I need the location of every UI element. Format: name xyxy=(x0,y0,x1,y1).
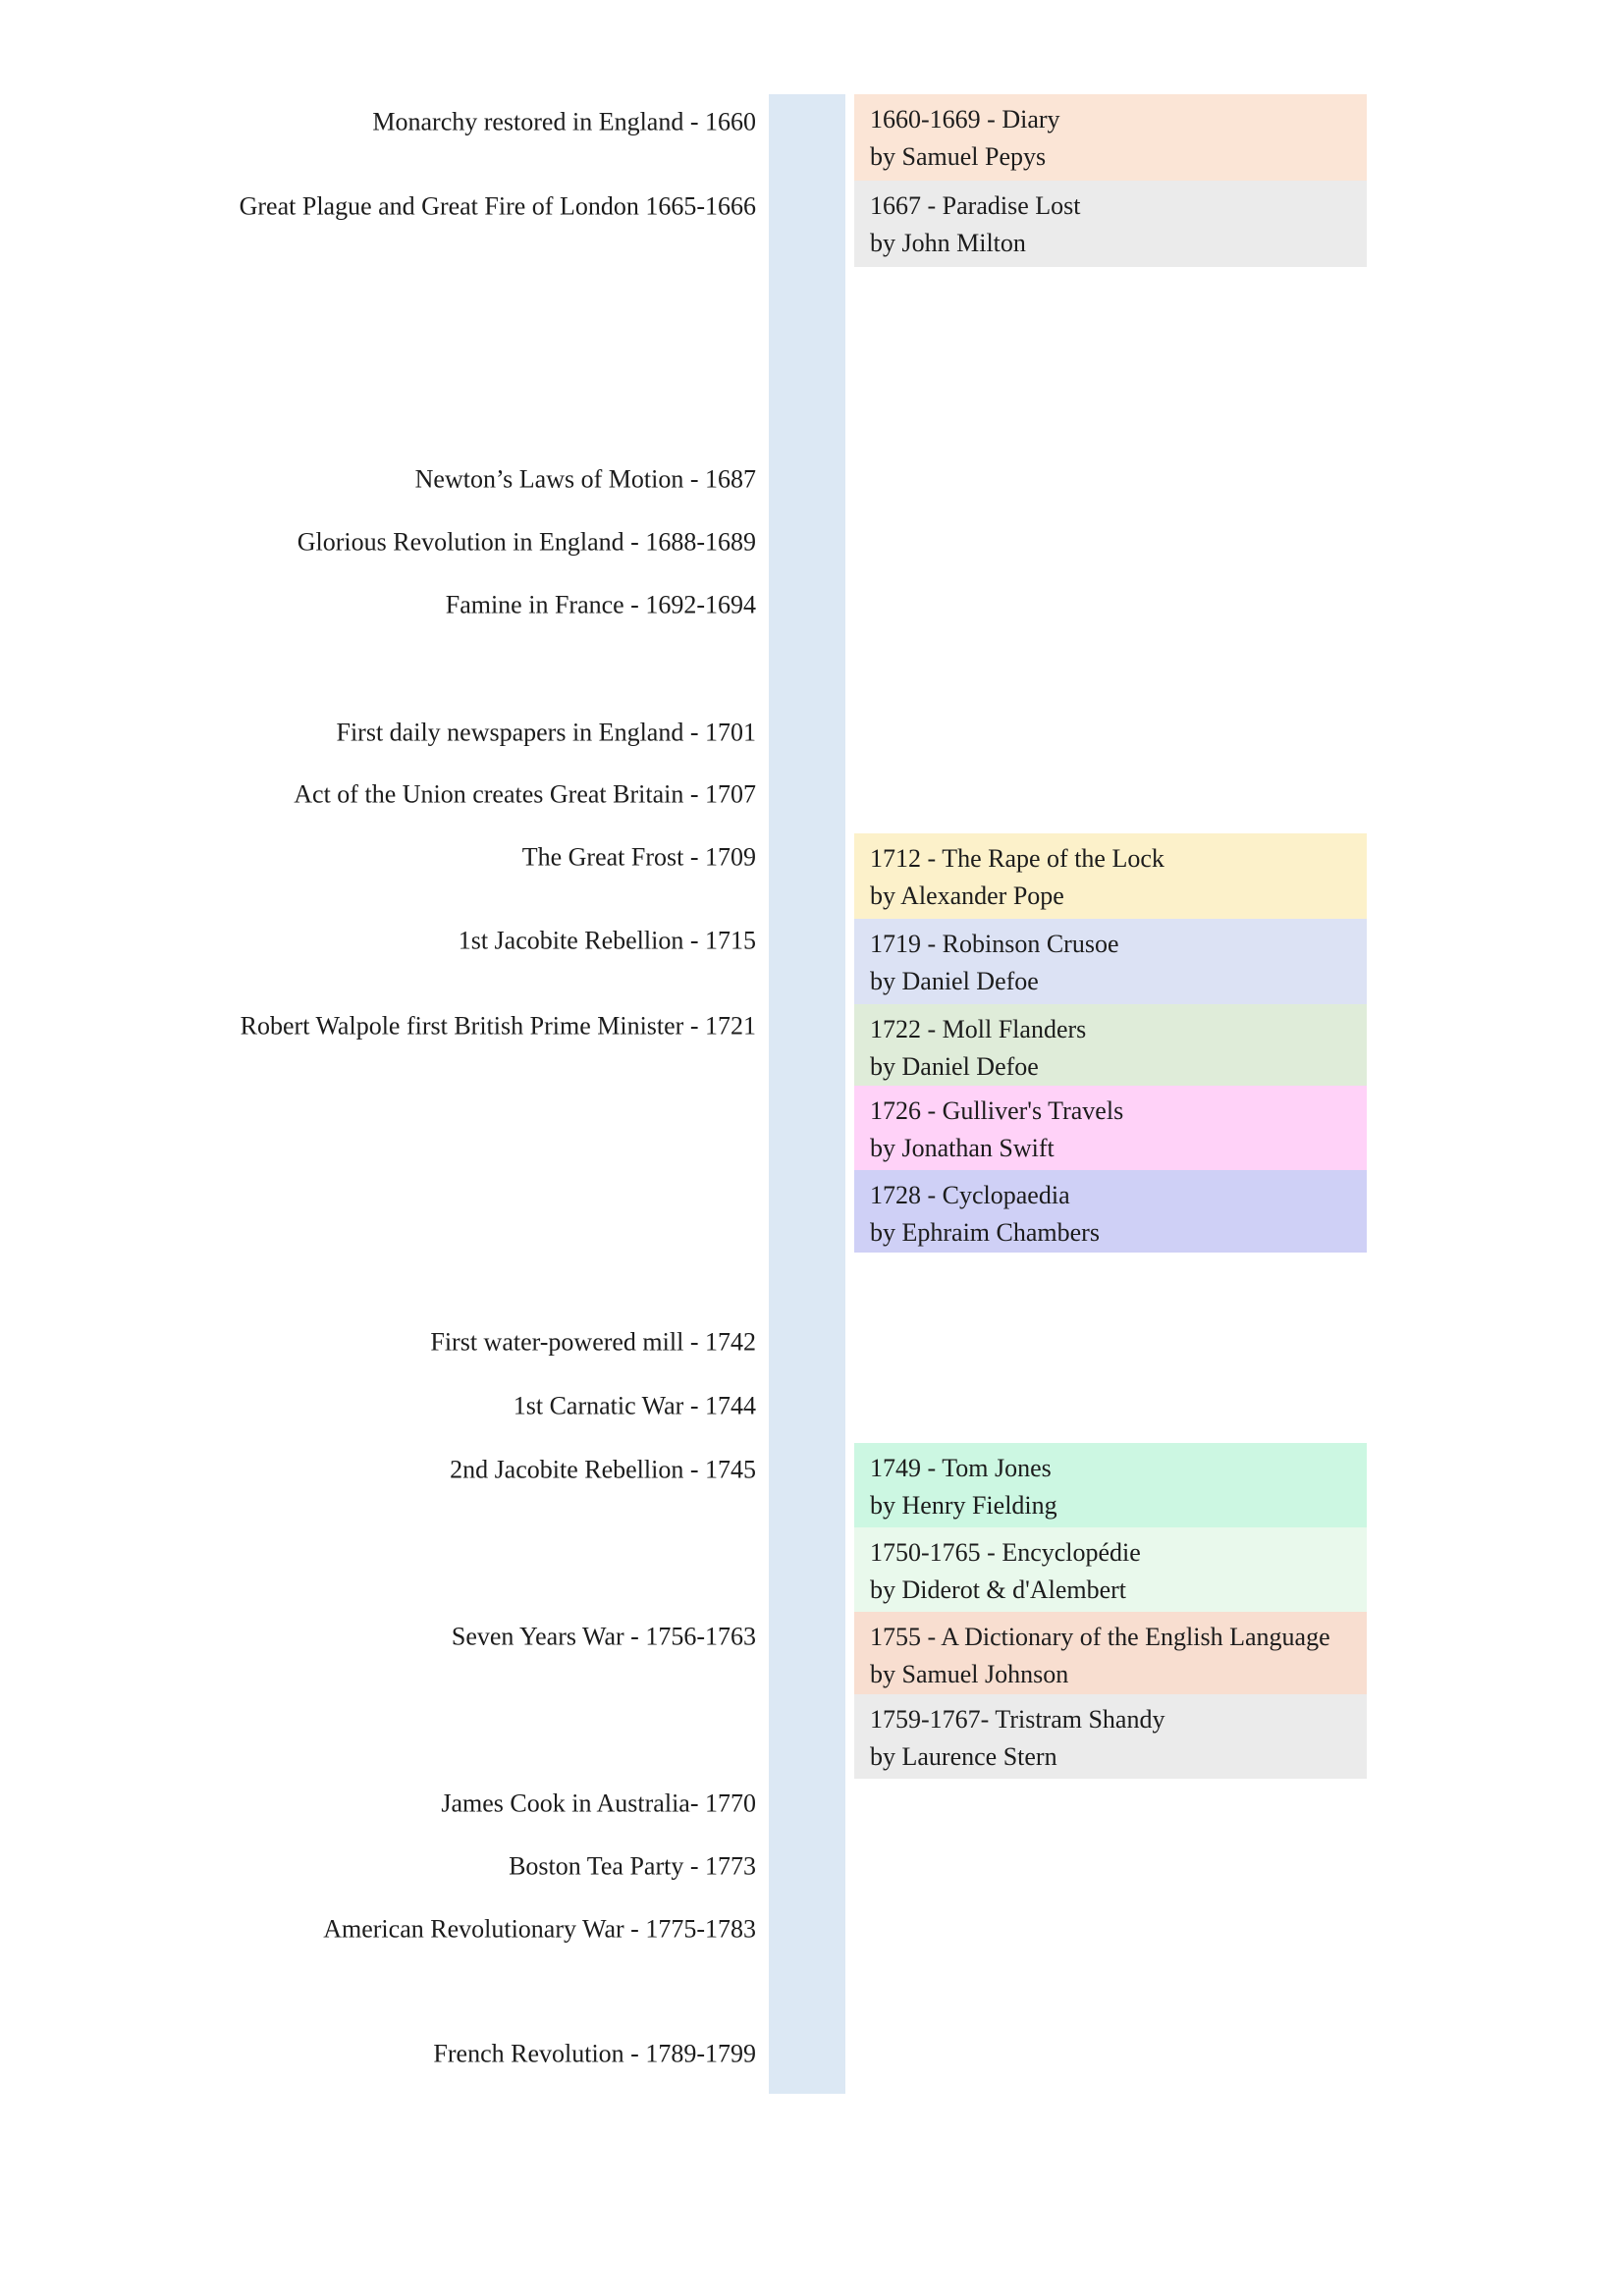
book-block xyxy=(854,1004,1367,1086)
book-author: by Samuel Johnson xyxy=(870,1660,1069,1688)
timeline-event xyxy=(430,1326,756,1357)
book-block xyxy=(854,1612,1367,1694)
book-author: by Daniel Defoe xyxy=(870,967,1039,995)
book-author: by Laurence Stern xyxy=(870,1742,1057,1771)
book-block xyxy=(854,919,1367,1004)
timeline-event xyxy=(240,190,756,221)
timeline-event xyxy=(522,841,756,872)
event-label: 1st Carnatic War - 1744 xyxy=(513,1391,756,1420)
timeline-event xyxy=(450,1454,756,1484)
book-author: by Diderot & d'Alembert xyxy=(870,1575,1127,1604)
book-block xyxy=(854,1694,1367,1779)
event-label: French Revolution - 1789-1799 xyxy=(433,2039,756,2068)
book-block xyxy=(854,94,1367,181)
event-label: Monarchy restored in England - 1660 xyxy=(372,107,756,136)
book-author: by Daniel Defoe xyxy=(870,1052,1039,1081)
timeline-event xyxy=(337,717,757,747)
timeline-event xyxy=(452,1621,756,1651)
book-author: by Jonathan Swift xyxy=(870,1134,1055,1162)
event-label: Famine in France - 1692-1694 xyxy=(445,590,756,619)
event-label: Boston Tea Party - 1773 xyxy=(509,1851,756,1881)
event-label: First water-powered mill - 1742 xyxy=(430,1327,756,1357)
timeline-event xyxy=(433,2038,756,2068)
book-title: 1728 - Cyclopaedia xyxy=(870,1181,1070,1209)
book-author: by Henry Fielding xyxy=(870,1491,1057,1520)
book-block xyxy=(854,1527,1367,1612)
book-block xyxy=(854,181,1367,267)
book-block xyxy=(854,1086,1367,1170)
book-title: 1750-1765 - Encyclopédie xyxy=(870,1538,1141,1567)
book-block xyxy=(854,833,1367,919)
event-label: 2nd Jacobite Rebellion - 1745 xyxy=(450,1455,756,1484)
timeline-event xyxy=(415,463,756,494)
timeline-event xyxy=(514,1390,756,1420)
book-author: by Alexander Pope xyxy=(870,881,1064,910)
event-label: 1st Jacobite Rebellion - 1715 xyxy=(458,926,756,955)
event-label: Robert Walpole first British Prime Minister - 1721 xyxy=(240,1011,756,1041)
timeline-event xyxy=(241,1010,756,1041)
event-label: Seven Years War - 1756-1763 xyxy=(451,1622,756,1651)
book-author: by Samuel Pepys xyxy=(870,142,1047,171)
event-label: American Revolutionary War - 1775-1783 xyxy=(323,1914,756,1944)
book-title: 1749 - Tom Jones xyxy=(870,1454,1052,1482)
timeline-event xyxy=(509,1850,756,1881)
timeline-event xyxy=(459,925,756,955)
timeline-event xyxy=(323,1913,756,1944)
event-label: Newton’s Laws of Motion - 1687 xyxy=(414,464,756,494)
event-label: James Cook in Australia- 1770 xyxy=(441,1789,756,1818)
timeline-event xyxy=(441,1788,756,1818)
book-author: by Ephraim Chambers xyxy=(870,1218,1100,1247)
event-label: Great Plague and Great Fire of London 1665-1666 xyxy=(239,191,756,221)
book-block xyxy=(854,1170,1367,1253)
book-title: 1722 - Moll Flanders xyxy=(870,1015,1087,1043)
book-block xyxy=(854,1443,1367,1527)
event-label: Act of the Union creates Great Britain - 1707 xyxy=(294,779,756,809)
event-label: The Great Frost - 1709 xyxy=(521,842,756,872)
book-title: 1667 - Paradise Lost xyxy=(870,191,1081,220)
book-title: 1726 - Gulliver's Travels xyxy=(870,1096,1124,1125)
timeline-band xyxy=(769,94,845,2094)
event-label: First daily newspapers in England - 1701 xyxy=(336,718,756,747)
book-title: 1660-1669 - Diary xyxy=(870,105,1060,133)
timeline-event xyxy=(294,778,756,809)
timeline-event xyxy=(298,526,756,557)
book-author: by John Milton xyxy=(870,229,1026,257)
book-title: 1759-1767- Tristram Shandy xyxy=(870,1705,1165,1734)
timeline-event xyxy=(372,106,756,136)
book-title: 1755 - A Dictionary of the English Language xyxy=(870,1623,1330,1651)
event-label: Glorious Revolution in England - 1688-1689 xyxy=(297,527,756,557)
book-title: 1712 - The Rape of the Lock xyxy=(870,844,1164,873)
book-title: 1719 - Robinson Crusoe xyxy=(870,930,1119,958)
timeline-event xyxy=(446,589,756,619)
